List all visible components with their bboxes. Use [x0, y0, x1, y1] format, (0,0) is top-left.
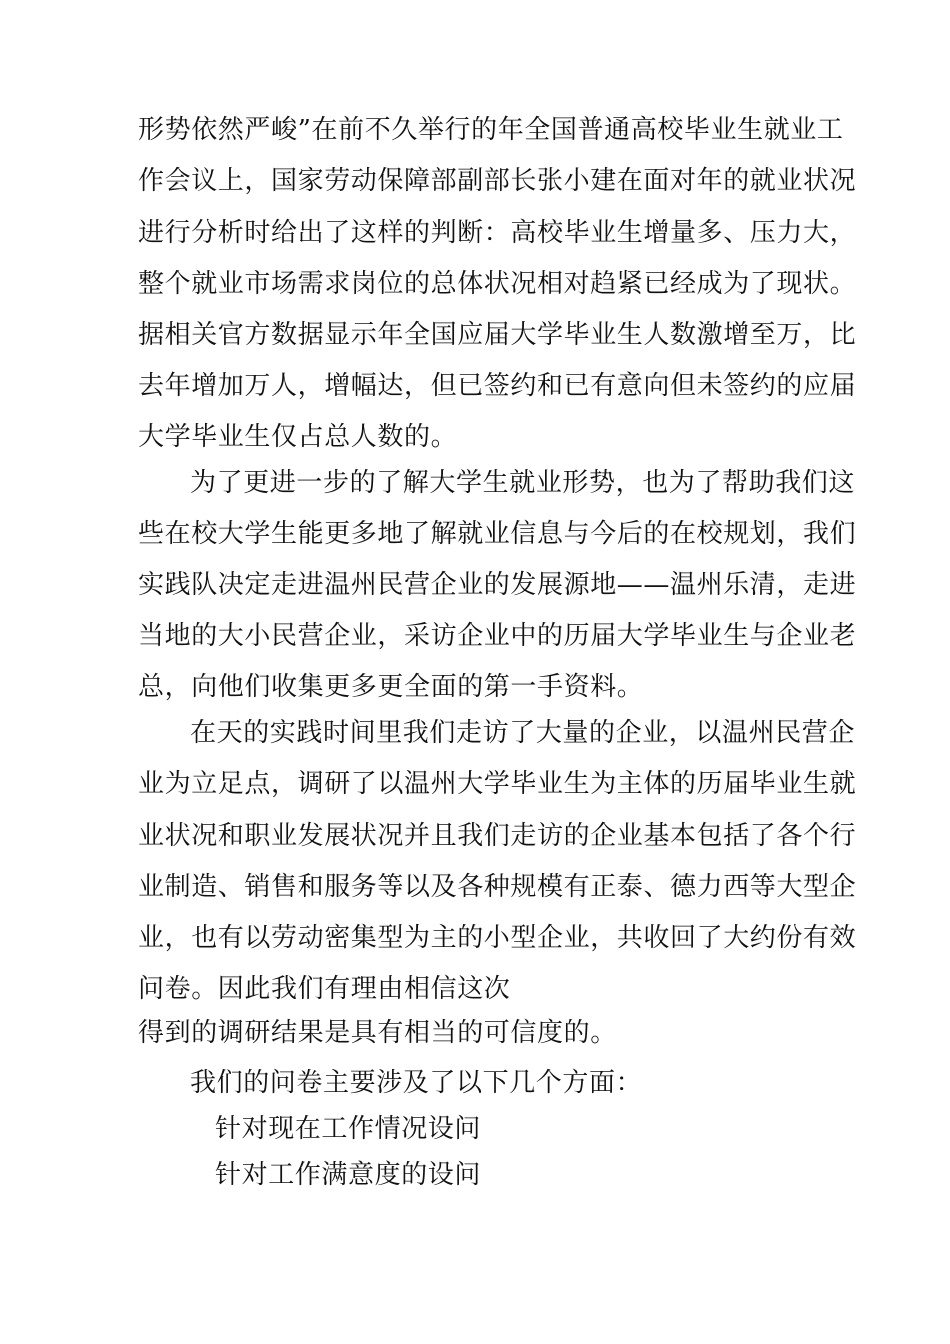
text-line-12: 总，向他们收集更多更全面的第一手资料。 [138, 672, 644, 702]
text-line-17: 业，也有以劳动密集型为主的小型企业，共收回了大约份有效 [138, 923, 857, 953]
text-line-9: 些在校大学生能更多地了解就业信息与今后的在校规划，我们 [138, 519, 857, 549]
text-line-5: 据相关官方数据显示年全国应届大学毕业生人数激增至万，比 [138, 320, 857, 350]
text-line-21: 针对现在工作情况设问 [215, 1114, 482, 1144]
text-line-22: 针对工作满意度的设问 [215, 1160, 482, 1190]
text-line-3: 进行分析时给出了这样的判断：高校毕业生增量多、压力大， [138, 218, 857, 248]
text-line-2: 作会议上，国家劳动保障部副部长张小建在面对年的就业状况 [138, 166, 857, 196]
text-line-10: 实践队决定走进温州民营企业的发展源地——温州乐清，走进 [138, 570, 857, 600]
text-line-16: 业制造、销售和服务等以及各种规模有正泰、德力西等大型企 [138, 872, 857, 902]
text-line-1: 形势依然严峻”在前不久举行的年全国普通高校毕业生就业工 [138, 115, 844, 145]
text-line-18: 问卷。因此我们有理由相信这次 [138, 974, 511, 1004]
text-line-8: 为了更进一步的了解大学生就业形势，也为了帮助我们这 [190, 468, 856, 498]
text-line-7: 大学毕业生仅占总人数的。 [138, 422, 458, 452]
text-line-14: 业为立足点，调研了以温州大学毕业生为主体的历届毕业生就 [138, 769, 857, 799]
text-line-6: 去年增加万人，增幅达，但已签约和已有意向但未签约的应届 [138, 371, 857, 401]
text-line-19: 得到的调研结果是具有相当的可信度的。 [138, 1018, 617, 1048]
text-line-4: 整个就业市场需求岗位的总体状况相对趋紧已经成为了现状。 [138, 269, 857, 299]
text-line-20: 我们的问卷主要涉及了以下几个方面： [190, 1068, 643, 1098]
text-line-15: 业状况和职业发展状况并且我们走访的企业基本包括了各个行 [138, 821, 857, 851]
text-line-11: 当地的大小民营企业，采访企业中的历届大学毕业生与企业老 [138, 621, 857, 651]
text-line-13: 在天的实践时间里我们走访了大量的企业，以温州民营企 [190, 718, 856, 748]
